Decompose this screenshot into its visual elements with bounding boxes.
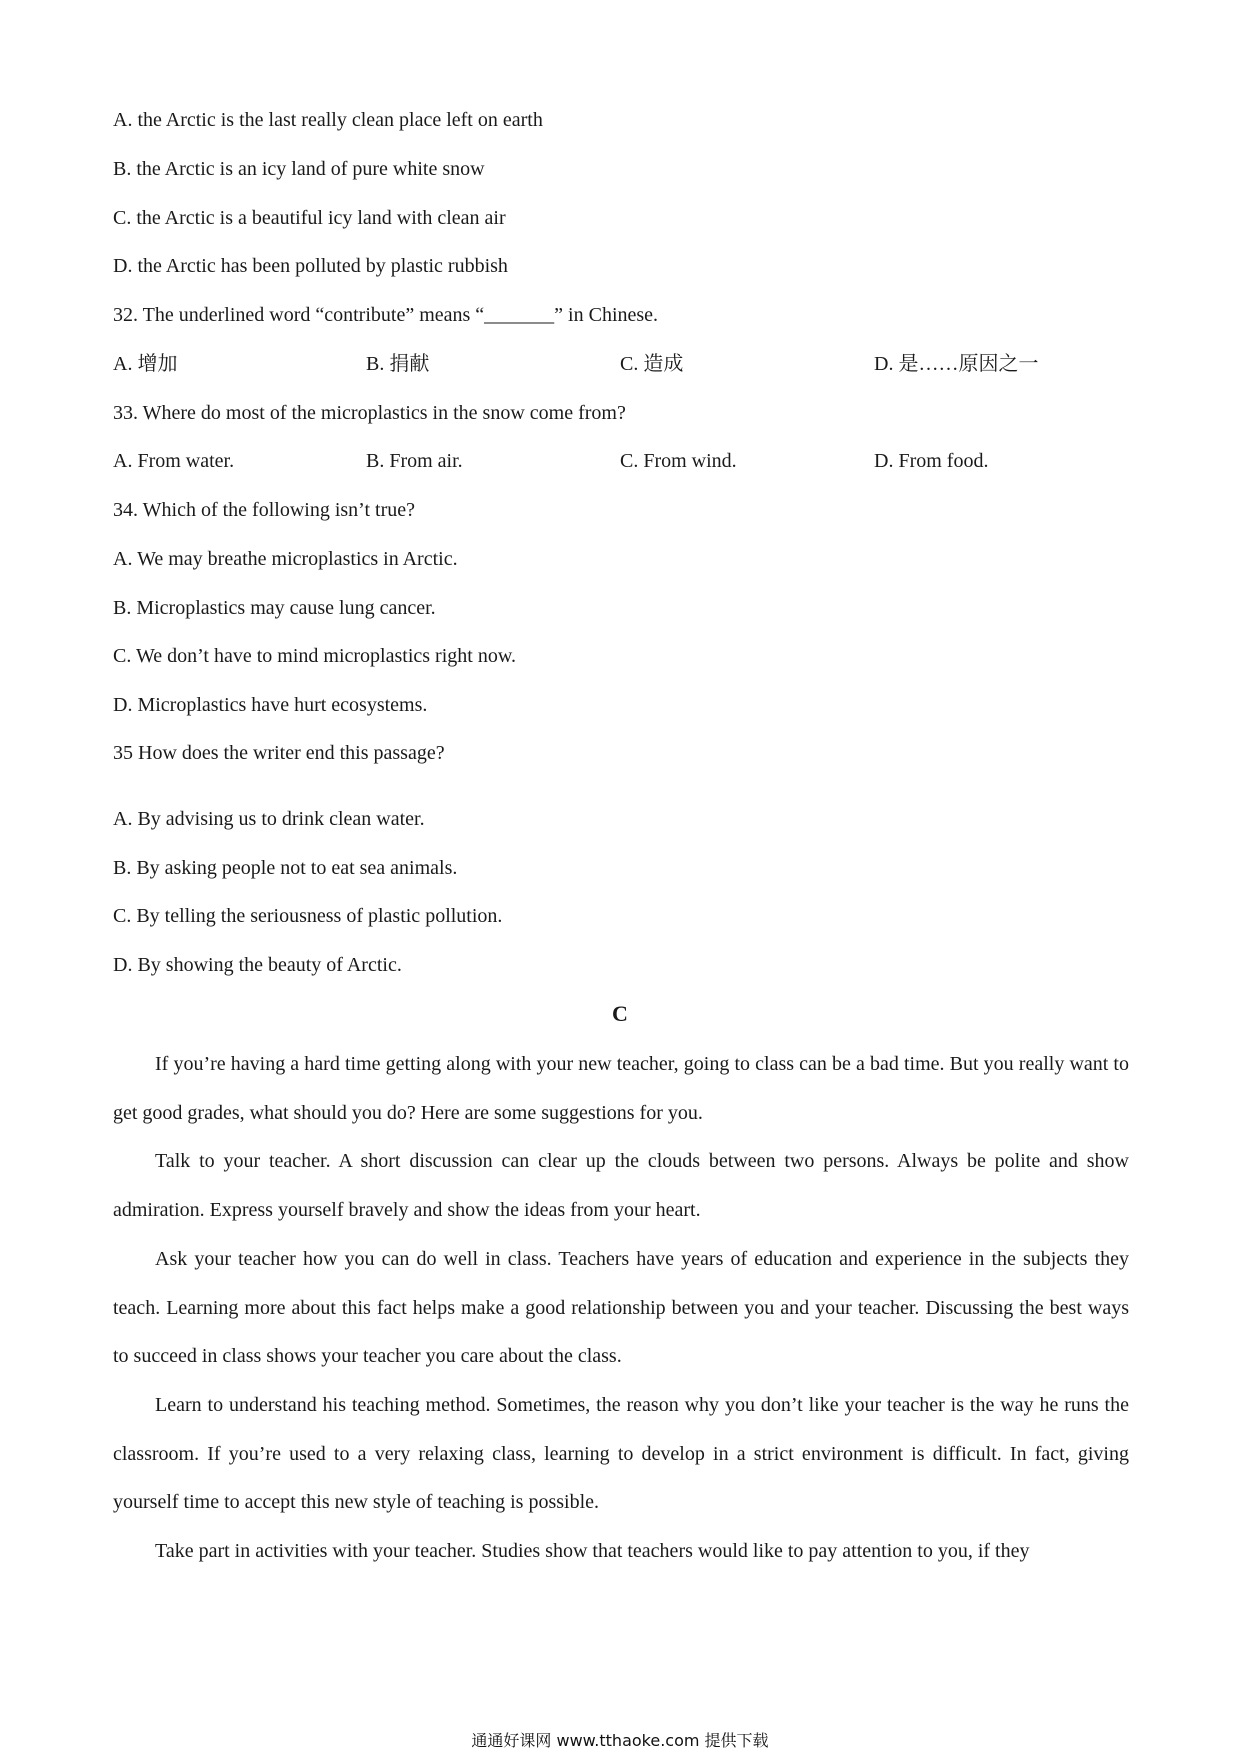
q33-option-d: D. From food. — [874, 450, 989, 472]
section-heading: C — [612, 1001, 628, 1026]
q33-options — [113, 449, 1123, 473]
passage-paragraph-2: Talk to your teacher. A short discussion can clear up the clouds between two persons. Always be polite and show admiration. Express yourself bravely and show the ideas from your heart. — [113, 1150, 1129, 1221]
passage-paragraph-1: If you’re having a hard time getting along with your new teacher, going to class can be a bad time. But you really want to get good grades, what should you do? Here are some suggestions for you. — [113, 1053, 1129, 1124]
q32-question: 32. The underlined word “contribute” means “_______” in Chinese. — [113, 304, 659, 326]
q31-option-c: C. the Arctic is a beautiful icy land with clean air — [113, 207, 506, 229]
q35-option-b: B. By asking people not to eat sea animals. — [113, 857, 458, 879]
q33-option-a: A. From water. — [113, 450, 235, 472]
q33-option-b: B. From air. — [366, 450, 463, 472]
q34-option-d: D. Microplastics have hurt ecosystems. — [113, 694, 428, 716]
q32-option-a: A. 增加 — [113, 353, 178, 375]
passage-paragraph-5: Take part in activities with your teacher. Studies show that teachers would like to pay attention to you, if they — [155, 1540, 1030, 1562]
page-footer: 通通好课网 www.tthaoke.com 提供下载 — [471, 1731, 769, 1750]
q34-option-b: B. Microplastics may cause lung cancer. — [113, 597, 436, 619]
q35-option-a: A. By advising us to drink clean water. — [113, 808, 425, 830]
q31-option-d: D. the Arctic has been polluted by plastic rubbish — [113, 255, 508, 277]
q33-option-c: C. From wind. — [620, 450, 737, 472]
q32-options — [113, 352, 1123, 376]
q32-option-c: C. 造成 — [620, 353, 684, 375]
passage-paragraph-4: Learn to understand his teaching method. Sometimes, the reason why you don’t like your teacher is the way he runs the classroom. If you’re used to a very relaxing class, learning to develop in a strict environment is difficult. In fact, giving yourself time to accept this new style of teaching is possible. — [113, 1394, 1129, 1514]
q34-question: 34. Which of the following isn’t true? — [113, 499, 415, 521]
passage-paragraph-3: Ask your teacher how you can do well in class. Teachers have years of education and experience in the subjects they teach. Learning more about this fact helps make a good relationship between you and your teacher. Discussing the best ways to succeed in class shows your teacher you care about the class. — [113, 1248, 1129, 1368]
q31-option-b: B. the Arctic is an icy land of pure white snow — [113, 158, 485, 180]
q32-option-b: B. 捐献 — [366, 353, 430, 375]
q35-option-c: C. By telling the seriousness of plastic pollution. — [113, 905, 503, 927]
q31-option-a: A. the Arctic is the last really clean place left on earth — [113, 109, 543, 131]
q35-option-d: D. By showing the beauty of Arctic. — [113, 954, 402, 976]
q33-question: 33. Where do most of the microplastics in the snow come from? — [113, 402, 626, 424]
q35-question: 35 How does the writer end this passage? — [113, 742, 445, 764]
q34-option-a: A. We may breathe microplastics in Arctic. — [113, 548, 458, 570]
q32-option-d: D. 是……原因之一 — [874, 353, 1039, 375]
q34-option-c: C. We don’t have to mind microplastics right now. — [113, 645, 516, 667]
